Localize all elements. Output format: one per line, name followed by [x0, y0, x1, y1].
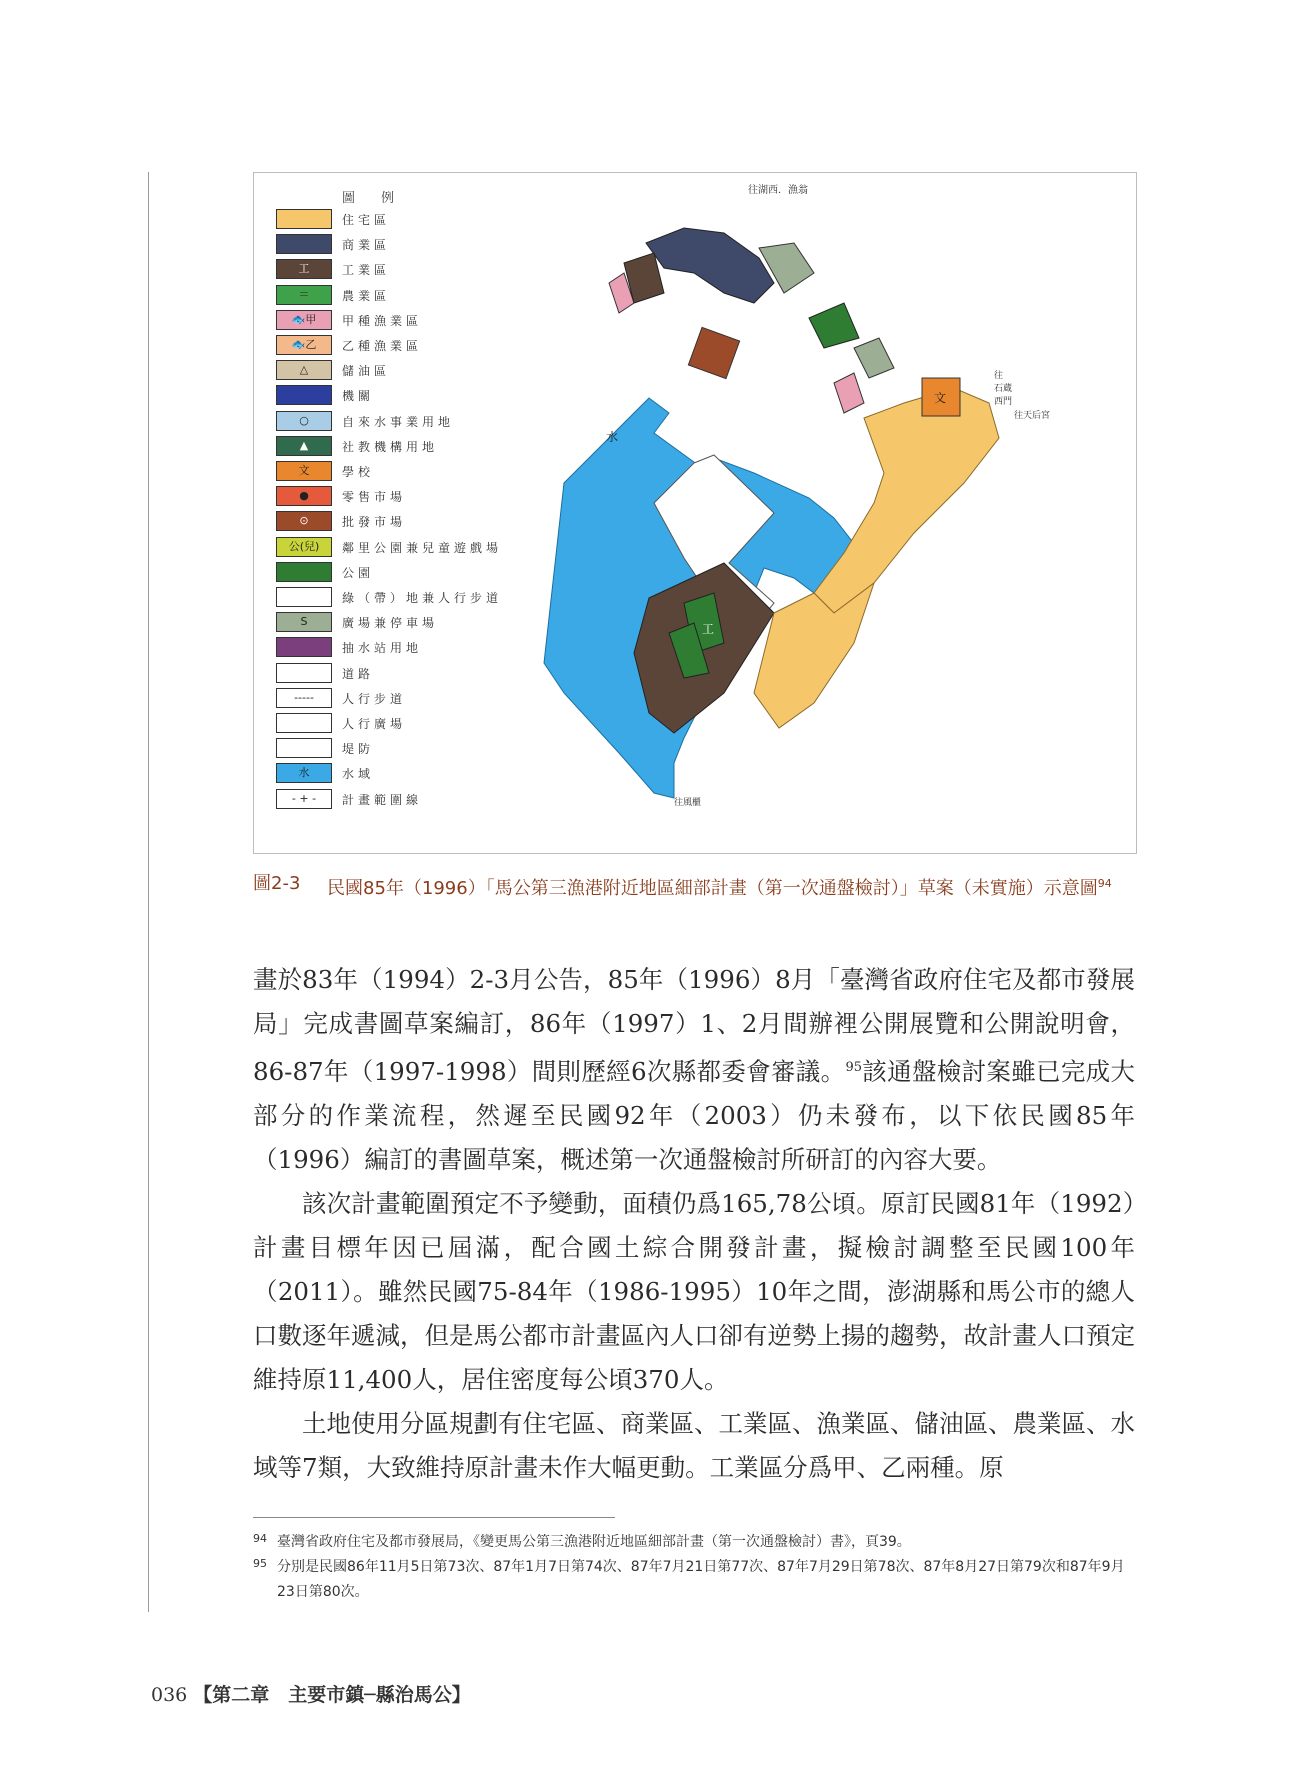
paragraph-1-cont: 該通盤檢討案雖已完成大部分的作業流程，然遲至民國92年（2003）仍未發布，以下依民國85年（1996）編訂的書圖草案，概述第一次通盤檢討所研訂的內容大要。 [253, 1057, 1135, 1175]
legend-label: 廣場兼停車場 [342, 616, 439, 631]
map-wholesale-market [688, 327, 739, 378]
legend-label: 人行廣場 [342, 717, 407, 731]
legend-swatch: ● [276, 486, 332, 506]
paragraph-1-footnote-ref[interactable]: 95 [845, 1060, 862, 1075]
legend-swatch: ▲ [276, 436, 332, 456]
body-text [253, 958, 1135, 1490]
map-label-south: 往風櫃 [674, 798, 702, 808]
legend-label: 批發市場 [342, 515, 407, 530]
caption-number: 圖2-3 [253, 873, 301, 894]
legend-swatch: 公(兒) [276, 537, 332, 557]
footnote-95 [253, 1555, 1135, 1605]
legend-swatch: 水 [276, 763, 332, 783]
legend-label: 甲種漁業區 [342, 313, 423, 328]
map-label-north: 往湖西．漁翁 [748, 185, 808, 196]
footnote-number: 95 [253, 1557, 267, 1570]
footnote-text: 臺灣省政府住宅及都市發展局，《變更馬公第三漁港附近地區細部計畫（第一次通盤檢討）書》，頁39。 [277, 1534, 911, 1550]
legend-swatch: △ [276, 360, 332, 380]
legend-label: 農業區 [342, 288, 391, 303]
map-commercial-north [646, 228, 774, 303]
legend-label: 計畫範圍線 [342, 792, 423, 807]
map-residential-east [814, 388, 999, 613]
legend-label: 自來水事業用地 [342, 414, 455, 429]
footnotes [253, 1530, 1135, 1605]
legend-swatch: 工 [276, 259, 332, 279]
legend-swatch: 文 [276, 461, 332, 481]
legend-label: 儲油區 [342, 364, 391, 379]
legend-label: 零售市場 [342, 490, 407, 505]
map-label-industrial: 工 [702, 622, 715, 636]
footnote-number: 94 [253, 1532, 267, 1545]
legend-swatch: - + - [276, 789, 332, 809]
legend-title: 圖 例 [342, 191, 395, 206]
map-label-school: 文 [934, 391, 947, 405]
map-fishery-east [834, 373, 864, 413]
page-number: 036 [151, 1684, 188, 1706]
legend-swatch: ＝ [276, 285, 332, 305]
legend-label: 堤防 [342, 742, 375, 757]
legend-swatch: ○ [276, 411, 332, 431]
map-park-north [809, 303, 859, 348]
figure-map [253, 172, 1137, 854]
legend-label: 住宅區 [342, 213, 391, 227]
caption-text-block [327, 868, 1133, 905]
page-footer [151, 1680, 471, 1707]
caption-footnote-ref[interactable]: 94 [1097, 877, 1112, 890]
site-plan-map [254, 173, 1136, 853]
map-label-water: 水 [606, 430, 619, 444]
legend-label: 抽水站用地 [342, 641, 423, 656]
left-margin-rule [148, 172, 149, 1612]
legend-label: 社教機構用地 [342, 439, 439, 454]
map-label-east-3: 西門 [994, 397, 1013, 407]
paragraph-1 [253, 958, 1135, 1182]
legend-label: 機關 [342, 389, 375, 404]
map-label-east-2: 石蔵 [994, 384, 1013, 394]
legend-label: 水域 [342, 767, 375, 782]
legend-swatch: 🐟甲 [276, 310, 332, 330]
legend-label: 乙種漁業區 [342, 339, 423, 353]
footnote-separator [253, 1517, 615, 1518]
legend-label: 道路 [342, 666, 375, 681]
running-chapter-title: 【第二章 主要市鎮─縣治馬公】 [193, 1684, 471, 1706]
legend-swatch: S [276, 612, 332, 632]
map-label-east-4: 往天后宮 [1014, 411, 1051, 421]
legend-label: 綠（帶）地兼人行步道 [342, 591, 503, 605]
paragraph-3: 土地使用分區規劃有住宅區、商業區、工業區、漁業區、儲油區、農業區、水域等7類，大致維持原計畫未作大幅更動。工業區分爲甲、乙兩種。原 [253, 1409, 1135, 1483]
legend-swatch: ⊙ [276, 511, 332, 531]
paragraph-2: 該次計畫範圍預定不予變動，面積仍爲165,78公頃。原訂民國81年（1992）計畫目標年因已屆滿，配合國土綜合開發計畫，擬檢討調整至民國100年（2011）。雖然民國75-84年（1986-1995）10年之間，澎湖縣和馬公市的總人口數逐年遞減，但是馬公都市計畫區內人口卻有逆勢上揚的趨勢，故計畫人口預定維持原11,400人，居住密度每公頃370人。 [253, 1189, 1135, 1395]
legend-label: 商業區 [342, 238, 391, 253]
footnote-text: 分別是民國86年11月5日第73次、87年1月7日第74次、87年7月21日第77次、87年7月29日第78次、87年8月27日第79次和87年9月23日第80次。 [277, 1559, 1125, 1600]
legend-label: 學校 [342, 465, 375, 479]
caption-text: 民國85年（1996）「馬公第三漁港附近地區細部計畫（第一次通盤檢討）」草案（未實施）示意圖 [327, 878, 1098, 899]
map-label-east-1: 往 [994, 371, 1004, 381]
footnote-94 [253, 1530, 1135, 1555]
legend-swatch: 🐟乙 [276, 335, 332, 355]
legend-swatch: ----- [276, 688, 332, 708]
legend-label: 鄰里公園兼兒童遊戲場 [342, 540, 503, 555]
map-parking-2 [854, 338, 894, 378]
legend-label: 人行步道 [342, 691, 407, 706]
paragraph-1-text: 畫於83年（1994）2-3月公告，85年（1996）8月「臺灣省政府住宅及都市發展局」完成書圖草案編訂，86年（1997）1、2月間辦裡公開展覽和公開說明會，86-87年（1997-1998）間則歷經6次縣都委會審議。 [253, 965, 1135, 1087]
legend-label: 工業區 [342, 263, 391, 278]
legend-label: 公園 [342, 565, 375, 580]
